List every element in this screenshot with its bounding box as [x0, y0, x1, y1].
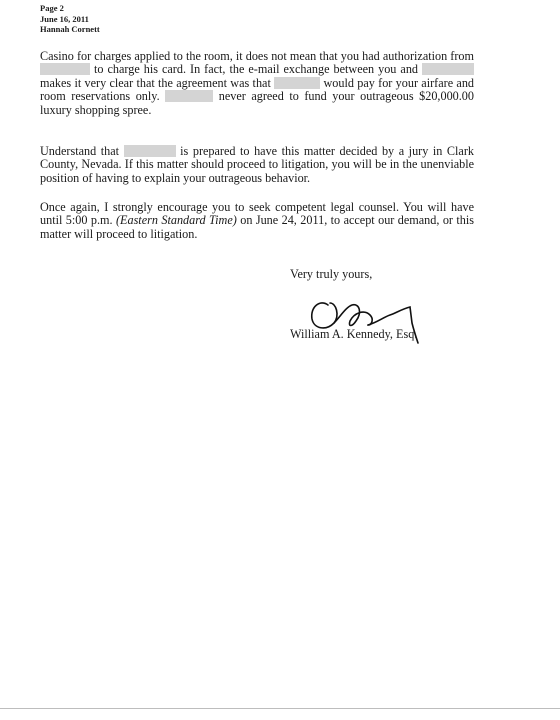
p3-line-1: Once again, I strongly encourage you to seek competent legal counsel. You will have — [40, 200, 474, 214]
p2-line-1 — [40, 145, 474, 158]
p2-line-2: County, Nevada. If this matter should proceed to litigation, you will be in the unenviable — [40, 157, 474, 172]
p1-line-4-text-b: never agreed to fund your outrageous $20,000.00 — [218, 89, 474, 104]
p1-line-1: Casino for charges applied to the room, it does not mean that you had authorization from — [40, 49, 474, 63]
redaction-block — [274, 77, 320, 89]
p3-line-2-text-a: until 5:00 p.m. — [40, 213, 113, 228]
header-date: June 16, 2011 — [40, 13, 89, 24]
redaction-block — [40, 63, 90, 75]
p3-line-2 — [40, 214, 474, 227]
redaction-block — [165, 90, 213, 102]
p1-line-3-text-a: makes it very clear that the agreement was that — [40, 75, 271, 90]
page-number: Page 2 — [40, 3, 64, 13]
p1-line-4 — [40, 90, 474, 103]
redaction-block — [422, 63, 474, 75]
p1-line-2-text: to charge his card. In fact, the e-mail exchange between you and — [94, 62, 419, 77]
p1-line-4-text-a: room reservations only. — [40, 89, 160, 104]
page-bottom-edge — [0, 708, 560, 709]
paragraph-2 — [40, 145, 474, 185]
signer-name: William A. Kennedy, Esq. — [290, 327, 418, 341]
closing-salutation: Very truly yours, — [290, 267, 373, 281]
paragraph-3 — [40, 201, 474, 241]
p1-line-2 — [40, 63, 474, 76]
p3-line-2-text-c: on June 24, 2011, to accept our demand, or this — [240, 213, 475, 228]
p2-line-3: position of having to explain your outrageous behavior. — [40, 170, 311, 185]
p1-line-3-text-b: would pay for your airfare and — [323, 75, 475, 90]
p2-line-1-text-a: Understand that — [40, 144, 120, 158]
header-recipient: Hannah Cornett — [40, 24, 100, 34]
redaction-block — [124, 145, 176, 157]
paragraph-1 — [40, 50, 474, 117]
page-header — [40, 3, 100, 35]
p3-line-2-italic: (Eastern Standard Time) — [115, 213, 237, 228]
p1-line-5: luxury shopping spree. — [40, 102, 152, 117]
p3-line-3: matter will proceed to litigation. — [40, 226, 198, 241]
p1-line-3 — [40, 77, 474, 90]
p2-line-1-text-b: is prepared to have this matter decided by a jury in Clark — [180, 144, 474, 158]
